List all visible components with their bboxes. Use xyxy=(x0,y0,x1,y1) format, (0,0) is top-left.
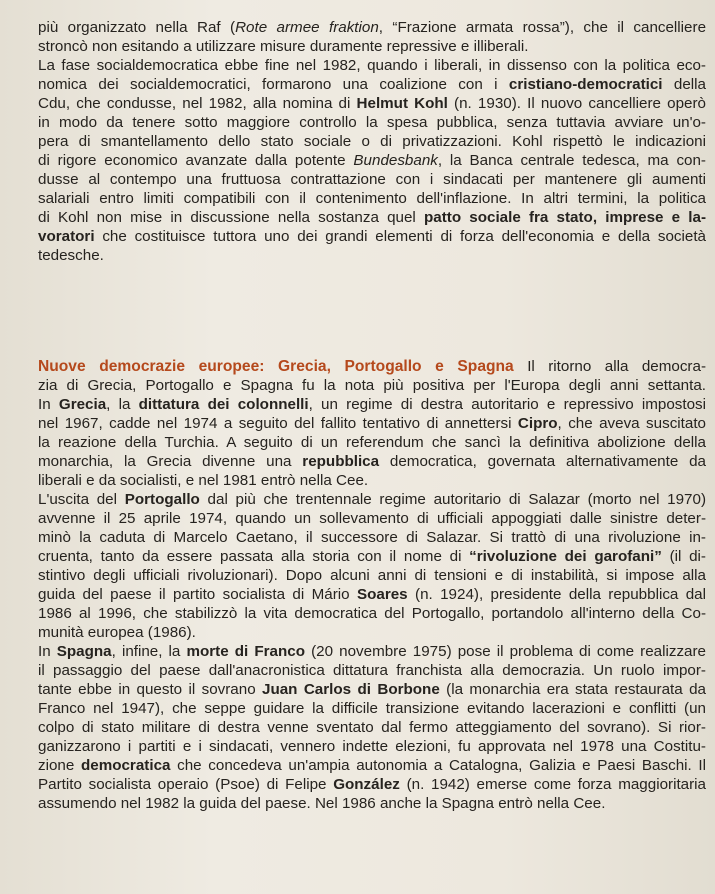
text-line: zione democratica che concedeva un'ampia autonomia a Catalogna, Galizia e Paesi Baschi. Il xyxy=(38,757,706,774)
text-line: 1986 al 1996, che stabilizzò la vita democratica del Portogallo, portandolo all'interno della Co- xyxy=(38,605,706,622)
text-line: stroncò non esitando a utilizzare misure duramente repressive e illiberali. xyxy=(38,38,529,55)
text-line: munità europea (1986). xyxy=(38,624,196,641)
text-line: guida del paese il partito socialista di Mário Soares (n. 1924), presidente della repubblica dal xyxy=(38,586,706,603)
text-line: in modo da tenere sotto maggiore controllo la spesa pubblica, senza tuttavia avviare un'o- xyxy=(38,114,706,131)
text-line: monarchia, la Grecia divenne una repubblica democratica, governata alternativamente da xyxy=(38,453,706,470)
text-line: dusse al contempo una fruttuosa contrattazione con i sindacati per mantenere gli aumenti xyxy=(38,171,706,188)
text-line: Cdu, che condusse, nel 1982, alla nomina di Helmut Kohl (n. 1930). Il nuovo cancelliere operò xyxy=(38,95,706,112)
text-line: zia di Grecia, Portogallo e Spagna fu la nota più positiva per l'Europa degli anni settanta. xyxy=(38,377,706,394)
text-line: salariali entro limiti compatibili con il contenimento dell'inflazione. In altri termini, la politica xyxy=(38,190,706,207)
text-line: minò la caduta di Marcelo Caetano, il successore di Salazar. Si trattò di una rivoluzione in- xyxy=(38,529,706,546)
text-line: pera di smantellamento dello stato sociale o di privatizzazioni. Kohl rispettò le indicazioni xyxy=(38,133,706,150)
text-line: Partito socialista operaio (Psoe) di Felipe González (n. 1942) emerse come forza maggioritaria xyxy=(38,776,706,793)
section-heading: Nuove democrazie europee: Grecia, Portogallo e Spagna xyxy=(38,358,514,375)
text-line: assumendo nel 1982 la guida del paese. Nel 1986 anche la Spagna entrò nella Cee. xyxy=(38,795,606,812)
paragraph-germany xyxy=(38,18,706,265)
text-line: nel 1967, cadde nel 1974 a seguito del fallito tentativo di annettersi Cipro, che aveva suscitato xyxy=(38,415,706,432)
text-line: liberali e da socialisti, e nel 1981 entrò nella Cee. xyxy=(38,472,369,489)
text-line: La fase socialdemocratica ebbe fine nel 1982, quando i liberali, in dissenso con la politica eco- xyxy=(38,57,706,74)
text-line: Franco nel 1947), che seppe guidare la difficile transizione evitando lacerazioni e conflitti (un xyxy=(38,700,706,717)
text-line: voratori che costituisce tuttora uno dei grandi elementi di forza dell'economia e della società xyxy=(38,228,706,245)
text-line: più organizzato nella Raf (Rote armee fraktion, “Frazione armata rossa”), che il cancelliere xyxy=(38,19,706,36)
text-line: nomica dei socialdemocratici, formarono una coalizione con i cristiano-democratici della xyxy=(38,76,706,93)
text-line: la reazione della Turchia. A seguito di un referendum che sancì la definitiva abolizione della xyxy=(38,434,706,451)
text-line: In Grecia, la dittatura dei colonnelli, un regime di destra autoritario e repressivo impostosi xyxy=(38,396,706,413)
text-line: colpo di stato militare di destra venne sventato dal fermo atteggiamento del sovrano). Si rior- xyxy=(38,719,706,736)
text-line: tedesche. xyxy=(38,247,104,264)
text-line: ganizzarono i partiti e i sindacati, vennero indette elezioni, fu approvata nel 1978 una Costitu- xyxy=(38,738,706,755)
text-line: avvenne il 25 aprile 1974, quando un sollevamento di ufficiali appoggiati dalle sinistre deter- xyxy=(38,510,706,527)
paragraph-new-democracies xyxy=(38,357,706,813)
text-line: stintivo degli ufficiali rivoluzionari). Dopo alcuni anni di tensioni e di instabilità, si impose alla xyxy=(38,567,706,584)
text-line: In Spagna, infine, la morte di Franco (20 novembre 1975) pose il problema di come realizzare xyxy=(38,643,706,660)
text-line: di rigore economico avanzate dalla potente Bundesbank, la Banca centrale tedesca, ma con- xyxy=(38,152,706,169)
text-line: di Kohl non mise in discussione nella sostanza quel patto sociale fra stato, imprese e la- xyxy=(38,209,706,226)
text-line: tante ebbe in questo il sovrano Juan Carlos di Borbone (la monarchia era stata restaurata da xyxy=(38,681,706,698)
text-line: il passaggio del paese dall'anacronistica dittatura franchista alla democrazia. Un ruolo impor- xyxy=(38,662,706,679)
text-line: Nuove democrazie europee: Grecia, Portogallo e Spagna Il ritorno alla democra- xyxy=(38,358,706,375)
text-line: cruenta, tanto da essere passata alla storia con il nome di “rivoluzione dei garofani” (il di- xyxy=(38,548,706,565)
text-line: L'uscita del Portogallo dal più che trentennale regime autoritario di Salazar (morto nel 1970) xyxy=(38,491,706,508)
